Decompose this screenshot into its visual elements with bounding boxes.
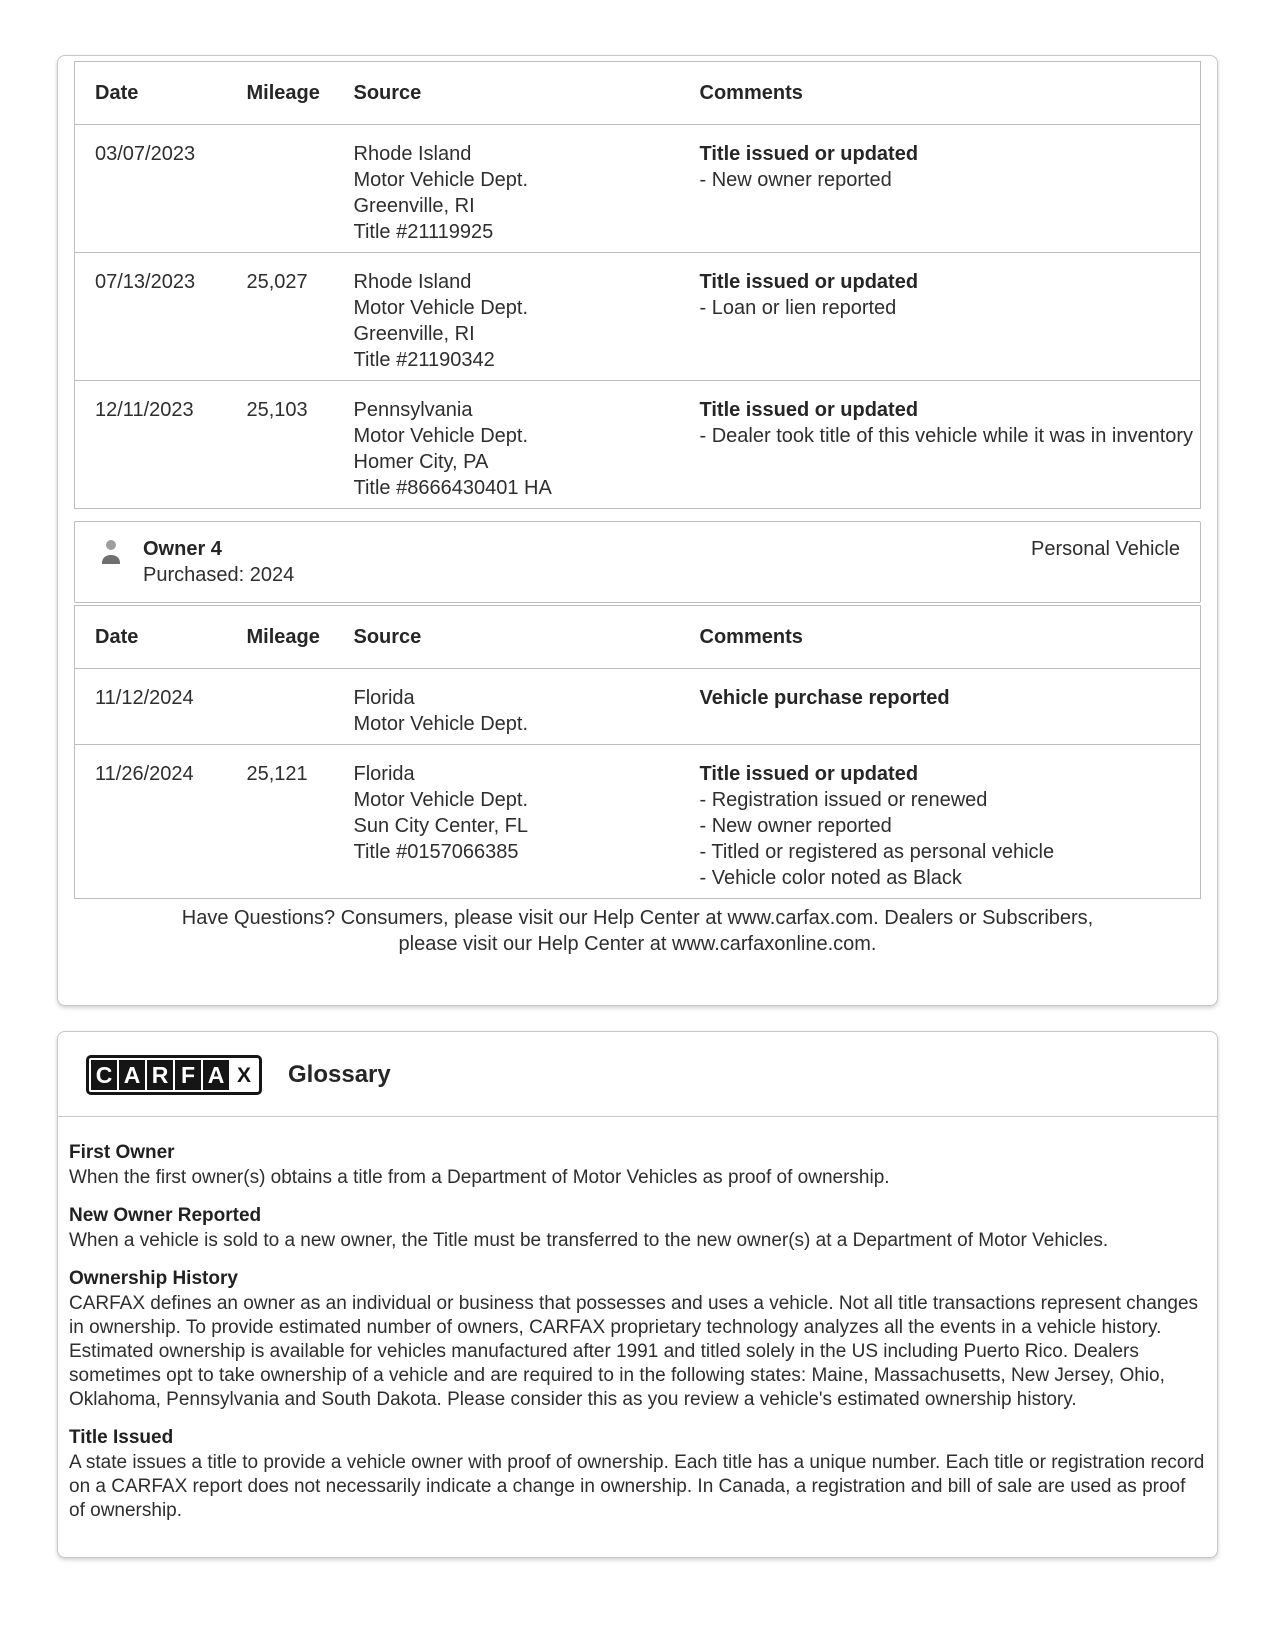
logo-letter-tile: A — [203, 1060, 229, 1090]
col-header-comments: Comments — [699, 82, 803, 104]
col-header-mileage: Mileage — [246, 626, 320, 648]
comments-cell — [700, 745, 1201, 899]
source-line: Title #8666430401 HA — [353, 477, 552, 499]
source-line: Homer City, PA — [353, 451, 489, 473]
table-row — [75, 669, 1201, 745]
glossary-term: New Owner Reported — [69, 1205, 262, 1226]
table-row — [75, 745, 1201, 899]
table-1-header — [75, 62, 1201, 125]
source-line: Motor Vehicle Dept. — [353, 297, 529, 319]
comment-detail: - New owner reported — [699, 815, 892, 837]
glossary-entry — [69, 1426, 1205, 1523]
title-records-table-2 — [74, 605, 1201, 899]
mileage-cell — [247, 669, 354, 745]
logo-letter-tile: R — [147, 1060, 173, 1090]
source-line: Motor Vehicle Dept. — [353, 789, 529, 811]
col-header-date: Date — [95, 626, 139, 648]
owner-banner — [74, 521, 1201, 603]
col-header-date: Date — [95, 82, 139, 104]
source-cell — [354, 381, 700, 509]
comment-title: Title issued or updated — [699, 143, 919, 165]
glossary-term: First Owner — [69, 1142, 175, 1163]
date-cell: 11/26/2024 — [95, 763, 194, 785]
table-row — [75, 253, 1201, 381]
mileage-cell: 25,027 — [246, 271, 308, 293]
comment-title: Title issued or updated — [699, 399, 919, 421]
col-header-mileage: Mileage — [246, 82, 320, 104]
comment-detail: - Dealer took title of this vehicle while it was in inventory — [699, 425, 1194, 447]
date-cell: 11/12/2024 — [95, 687, 194, 709]
source-line: Motor Vehicle Dept. — [353, 169, 529, 191]
glossary-header — [58, 1055, 1217, 1116]
table-2-header — [75, 606, 1201, 669]
source-cell — [354, 125, 700, 253]
col-header-source: Source — [353, 626, 422, 648]
source-line: Florida — [353, 763, 415, 785]
logo-letter-tile: X — [231, 1060, 257, 1090]
glossary-entry — [69, 1141, 1205, 1190]
logo-letter-tile: A — [119, 1060, 145, 1090]
source-line: Greenville, RI — [353, 195, 475, 217]
carfax-logo — [86, 1055, 262, 1095]
comment-title: Vehicle purchase reported — [699, 687, 950, 709]
owner-purchased: Purchased: 2024 — [143, 564, 295, 586]
title-records-table-1 — [74, 61, 1201, 509]
source-line: Rhode Island — [353, 271, 472, 293]
source-line: Motor Vehicle Dept. — [353, 713, 529, 735]
comment-title: Title issued or updated — [699, 763, 919, 785]
glossary-card — [57, 1031, 1218, 1558]
col-header-comments: Comments — [699, 626, 803, 648]
vehicle-history-card — [57, 55, 1218, 1006]
date-cell: 03/07/2023 — [95, 143, 196, 165]
comment-detail: - New owner reported — [699, 169, 892, 191]
comments-cell — [700, 253, 1201, 381]
source-line: Florida — [353, 687, 415, 709]
glossary-definition: When the first owner(s) obtains a title from a Department of Motor Vehicles as proof of ownership. — [69, 1167, 890, 1188]
source-cell — [354, 745, 700, 899]
source-line: Title #0157066385 — [353, 841, 519, 863]
mileage-cell: 25,121 — [246, 763, 308, 785]
source-cell — [354, 669, 700, 745]
glossary-definition: When a vehicle is sold to a new owner, the Title must be transferred to the new owner(s) at a Department of Motor Vehicles. — [69, 1230, 1109, 1251]
glossary-term: Ownership History — [69, 1268, 238, 1289]
glossary-title: Glossary — [288, 1061, 391, 1088]
header-row — [75, 606, 1201, 669]
glossary-definition: A state issues a title to provide a vehicle owner with proof of ownership. Each title has a unique number. Each title or registration record on a CARFAX report does not necessarily indicate a change in ownership. In Canada, a registration and bill of sale are used as proof of ownership. — [69, 1452, 1205, 1521]
glossary-definition: CARFAX defines an owner as an individual or business that possesses and uses a vehicle. Not all title transactions represent changes in ownership. To provide estimated number of owners, CARFAX proprietary technology analyzes all the events in a vehicle history. Estimated ownership is available for vehicles manufactured after 1991 and titled solely in the US including Puerto Rico. Dealers sometimes opt to take ownership of a vehicle and are required to in the following states: Maine, Massachusetts, New Jersey, Ohio, Oklahoma, Pennsylvania and South Dakota. Please consider this as you review a vehicle's estimated ownership history. — [69, 1293, 1199, 1410]
source-line: Pennsylvania — [353, 399, 473, 421]
header-row — [75, 62, 1201, 125]
date-cell: 12/11/2023 — [95, 399, 194, 421]
comments-cell — [700, 669, 1201, 745]
source-line: Rhode Island — [353, 143, 472, 165]
comments-cell — [700, 381, 1201, 509]
logo-letter-tile: C — [91, 1060, 117, 1090]
glossary-entry — [69, 1204, 1205, 1253]
person-icon — [99, 538, 123, 570]
col-header-source: Source — [353, 82, 422, 104]
owner-usage-type: Personal Vehicle — [1031, 538, 1180, 560]
comment-detail: - Titled or registered as personal vehicle — [699, 841, 1055, 863]
source-line: Title #21119925 — [353, 221, 494, 243]
comment-detail: - Registration issued or renewed — [699, 789, 988, 811]
help-center-text: Have Questions? Consumers, please visit our Help Center at www.carfax.com. Dealers or Subscribers, please visit our Help Center at www.carfaxonline.com. — [181, 907, 1094, 955]
source-line: Title #21190342 — [353, 349, 495, 371]
date-cell: 07/13/2023 — [95, 271, 196, 293]
source-line: Sun City Center, FL — [353, 815, 529, 837]
glossary-term: Title Issued — [69, 1427, 174, 1448]
logo-letter-tile: F — [175, 1060, 201, 1090]
comment-title: Title issued or updated — [699, 271, 919, 293]
owner-title: Owner 4 — [143, 538, 222, 560]
comment-detail: - Vehicle color noted as Black — [699, 867, 962, 889]
source-line: Motor Vehicle Dept. — [353, 425, 529, 447]
table-row — [75, 125, 1201, 253]
glossary-entries — [58, 1117, 1217, 1523]
glossary-entry — [69, 1267, 1205, 1412]
comment-detail: - Loan or lien reported — [699, 297, 897, 319]
comments-cell — [700, 125, 1201, 253]
owner-text — [143, 536, 294, 588]
source-cell — [354, 253, 700, 381]
source-line: Greenville, RI — [353, 323, 475, 345]
mileage-cell: 25,103 — [246, 399, 308, 421]
mileage-cell — [247, 125, 354, 253]
table-row — [75, 381, 1201, 509]
